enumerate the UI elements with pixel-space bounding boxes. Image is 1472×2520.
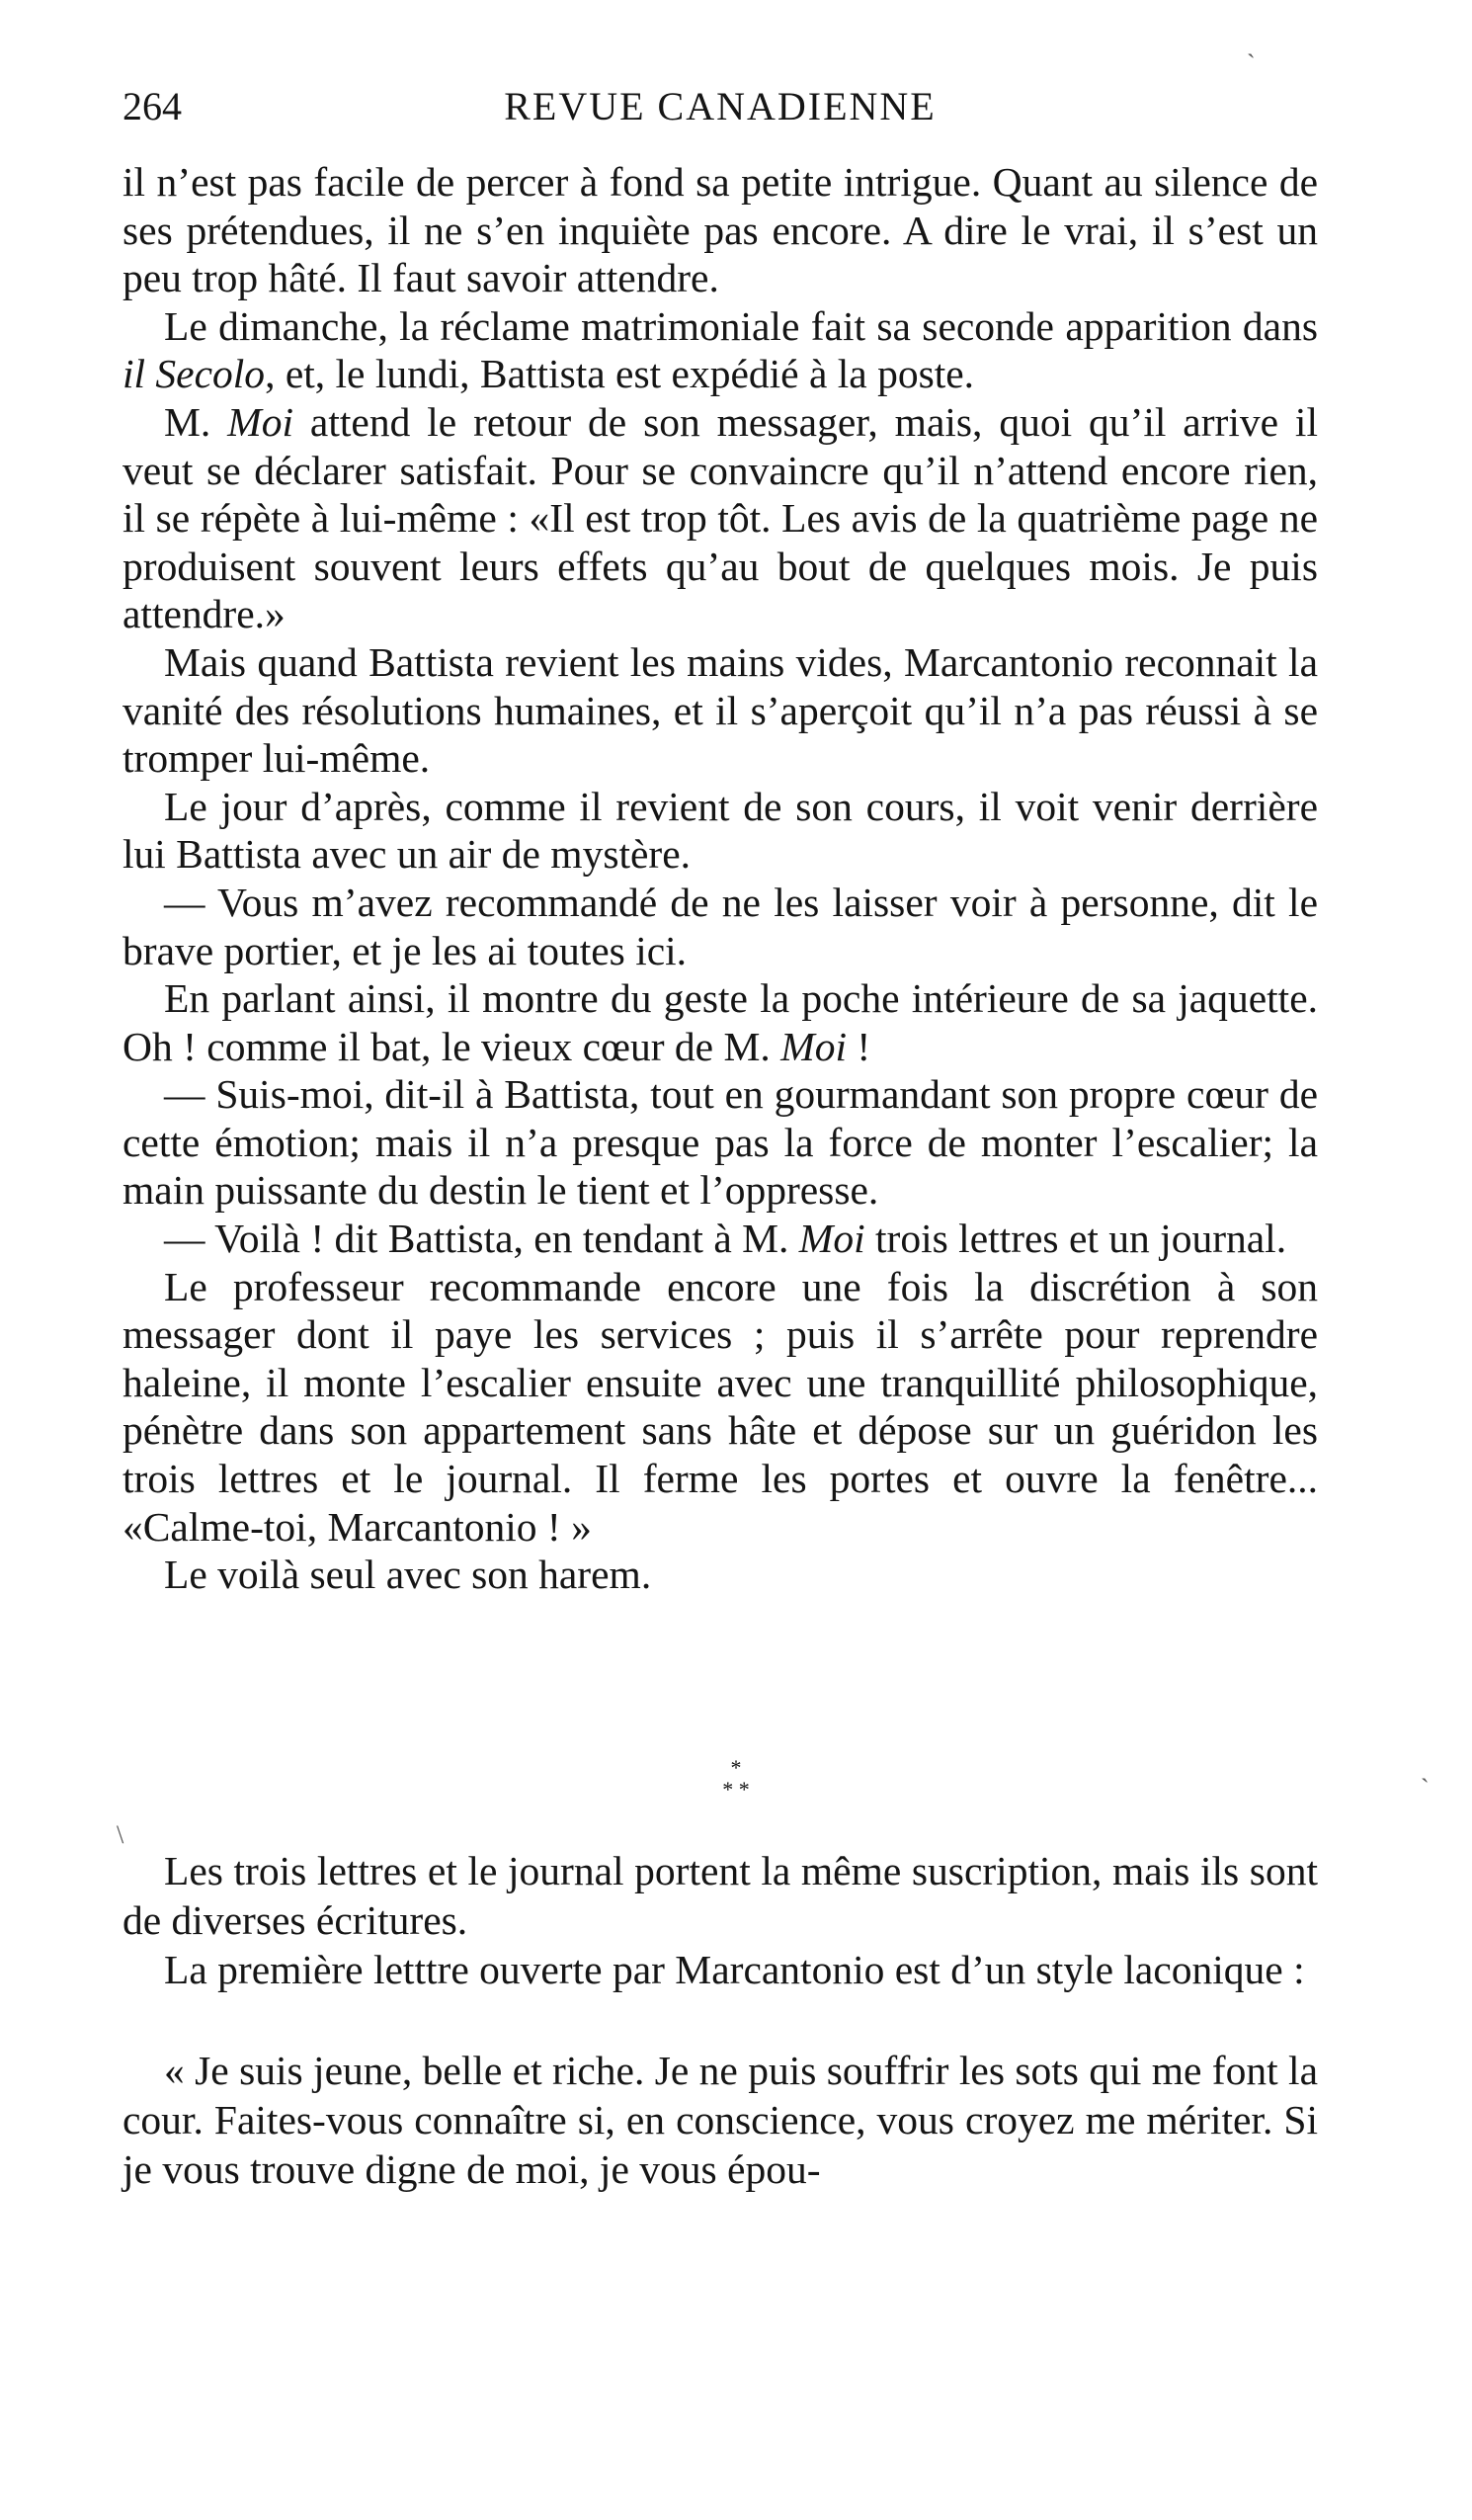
italic-text: Moi [780, 1023, 847, 1069]
asterism-bottom: * * [722, 1777, 750, 1802]
text-run: « Je suis jeune, belle et riche. Je ne puis souffrir les sots qui me font la cour. Faites-vous connaître si, en conscience, vous croyez me mériter. Si je vous trouve digne de moi, je vous épou- [123, 2048, 1318, 2192]
print-speck: \ [117, 1820, 124, 1849]
text-run: En parlant ainsi, il montre du geste la poche intérieure de sa jaquette. Oh ! comme il bat, le vieux cœur de M. [123, 975, 1318, 1069]
paragraph [123, 398, 1318, 638]
section-break-asterism [0, 1757, 1472, 1826]
text-run: Le dimanche, la réclame matrimoniale fait sa seconde apparition dans [164, 302, 1318, 349]
text-run: Le jour d’après, comme il revient de son cours, il voit venir derrière lui Battista avec un air de mystère. [123, 783, 1318, 878]
text-run: trois lettres et un journal. [864, 1216, 1287, 1262]
text-run: La première letttre ouverte par Marcantonio est d’un style laconique : [164, 1947, 1305, 1992]
text-run: Les trois lettres et le journal portent la même suscription, mais ils sont de diverses écritures. [123, 1848, 1318, 1943]
print-speck: ` [1421, 1774, 1430, 1803]
text-body [123, 158, 1318, 1599]
text-run: Le voilà seul avec son harem. [164, 1552, 652, 1598]
text-run: — Voilà ! dit Battista, en tendant à M. [164, 1216, 799, 1262]
paragraph [123, 302, 1318, 398]
paragraph [123, 879, 1318, 974]
paragraph [123, 1846, 1318, 1945]
text-run: attend le retour de son messager, mais, quoi qu’il arrive il veut se déclarer satisfait. Pour se convaincre qu’il n’attend encore rien, il se répète à lui-même : «Il est trop tôt. Les avis de la quatrième page ne produisent souvent leurs effets qu’au bout de quelques mois. Je puis attendre.» [123, 398, 1318, 637]
paragraph [123, 1215, 1318, 1263]
letter-paragraph [123, 2046, 1318, 2194]
running-title: REVUE CANADIENNE [504, 84, 937, 128]
italic-text: Moi [798, 1216, 865, 1262]
text-body-continued [123, 1846, 1318, 2194]
paragraph [123, 1551, 1318, 1599]
text-run: , et, le lundi, Battista est expédié à la poste. [265, 351, 975, 397]
paragraph [123, 638, 1318, 783]
text-run: ! [847, 1023, 871, 1069]
italic-text: Moi [227, 398, 294, 445]
paragraph [123, 1263, 1318, 1552]
text-run: Le professeur recommande encore une fois la discrétion à son messager dont il paye les services ; puis il s’arrête pour reprendre haleine, il monte l’escalier ensuite avec une tranquillité philosophique, pénètre dans son appartement sans hâte et dépose sur un guéridon les trois lettres et le journal. Il ferme les portes et ouvre la fenêtre... «Calme-toi, Marcantonio ! » [123, 1263, 1318, 1550]
text-run: — Vous m’avez recommandé de ne les laisser voir à personne, dit le brave portier, et je les ai toutes ici. [123, 879, 1318, 973]
paragraph [123, 158, 1318, 302]
text-run: il n’est pas facile de percer à fond sa petite intrigue. Quant au silence de ses prétendues, il ne s’en inquiète pas encore. A dire le vrai, il s’est un peu trop hâté. Il faut savoir attendre. [123, 159, 1318, 301]
text-run: — Suis-moi, dit-il à Battista, tout en gourmandant son propre cœur de cette émotion; mais il n’a presque pas la force de monter l’escalier; la main puissante du destin le tient et l’oppresse. [123, 1071, 1318, 1214]
asterism-top: * [730, 1755, 742, 1780]
page-header [123, 77, 1318, 136]
paragraph [123, 783, 1318, 879]
page-number: 264 [123, 84, 182, 128]
paragraph [123, 1070, 1318, 1215]
paragraph [123, 974, 1318, 1070]
print-speck: ` [1247, 49, 1256, 78]
text-run: Mais quand Battista revient les mains vides, Marcantonio reconnait la vanité des résolutions humaines, et il s’aperçoit qu’il n’a pas réussi à se tromper lui-même. [123, 638, 1318, 782]
text-run: M. [164, 398, 228, 445]
italic-text: il Secolo [123, 351, 266, 397]
paragraph [123, 1945, 1318, 1994]
